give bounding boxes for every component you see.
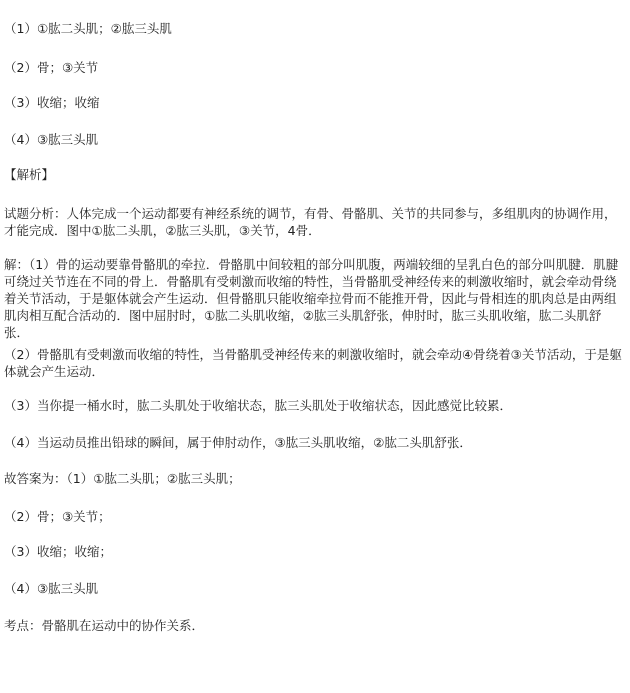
kaodian-line: 考点：骨骼肌在运动中的协作关系． (4, 618, 205, 633)
solution-paragraph-4: （4）当运动员推出铅球的瞬间，属于伸肘动作，③肱三头肌收缩，②肱二头肌舒张． (4, 435, 472, 450)
solution-paragraph-1: 解：（1）骨的运动要靠骨骼肌的牵拉．骨骼肌中间较粗的部分叫肌腹，两端较细的呈乳白色的部分叫肌腱．肌腱可绕过关节连在不同的骨上．骨骼肌有受刺激而收缩的特性，当骨骼肌受神经传来的刺激收缩时，就会牵动骨绕着关节活动，于是躯体就会产生运动．但骨骼肌只能收缩牵拉骨而不能推开骨，因此与骨相连的肌肉总是由两组肌肉相互配合活动的．图中屈肘时，①肱二头肌收缩，②肱三头肌舒张，伸肘时，肱三头肌收缩，肱二头肌舒张． (4, 257, 619, 340)
answer-line-2: （2）骨；③关节 (4, 60, 99, 75)
jiexi-heading: 【解析】 (4, 167, 55, 182)
final-answer-line-3: （3）收缩；收缩； (4, 544, 112, 559)
final-answer-line-2: （2）骨；③关节； (4, 509, 111, 524)
analysis-paragraph: 试题分析：人体完成一个运动都要有神经系统的调节，有骨、骨骼肌、关节的共同参与，多组肌肉的协调作用，才能完成．图中①肱二头肌，②肱三头肌，③关节，4骨． (4, 206, 617, 238)
solution-paragraph-3: （3）当你提一桶水时，肱二头肌处于收缩状态，肱三头肌处于收缩状态，因此感觉比较累． (4, 398, 512, 413)
final-answer-line-1: 故答案为：（1）①肱二头肌；②肱三头肌； (4, 471, 241, 486)
answer-line-3: （3）收缩；收缩 (4, 95, 100, 110)
solution-paragraph-2: （2）骨骼肌有受刺激而收缩的特性，当骨骼肌受神经传来的刺激收缩时，就会牵动④骨绕着③关节活动，于是躯体就会产生运动． (4, 347, 622, 379)
answer-line-4: （4）③肱三头肌 (4, 132, 99, 147)
final-answer-line-4: （4）③肱三头肌 (4, 581, 99, 596)
answer-line-1: （1）①肱二头肌；②肱三头肌 (4, 21, 172, 36)
